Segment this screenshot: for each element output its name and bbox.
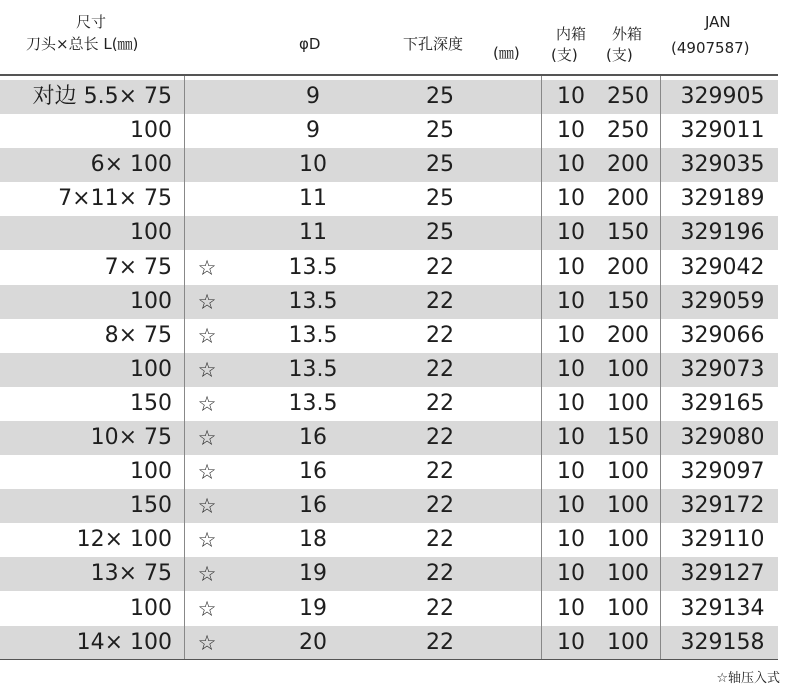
phi-cell: 20 xyxy=(299,629,327,655)
size-cell: 100 xyxy=(130,459,172,485)
size-cell: 6× 100 xyxy=(90,152,172,178)
jan-cell: 329905 xyxy=(680,84,765,109)
jan-cell: 329172 xyxy=(680,493,765,519)
press-fit-star: ☆ xyxy=(197,255,217,280)
outer-box-cell: 150 xyxy=(607,220,649,246)
inner-box-cell: 10 xyxy=(557,152,585,178)
size-cell: 对边 5.5× 75 xyxy=(32,84,172,109)
size-cell: 7×11× 75 xyxy=(58,186,172,212)
phi-cell: 13.5 xyxy=(288,322,338,348)
inner-box-cell: 10 xyxy=(557,595,585,621)
outer-box-cell: 200 xyxy=(607,186,649,212)
depth-cell: 22 xyxy=(426,493,454,519)
table-row xyxy=(0,523,778,557)
depth-cell: 25 xyxy=(426,186,454,212)
outer-box-cell: 100 xyxy=(607,459,649,485)
table-row xyxy=(0,387,778,421)
size-cell: 100 xyxy=(130,288,172,314)
jan-cell: 329080 xyxy=(680,425,765,450)
inner-box-cell: 10 xyxy=(557,527,585,553)
outer-box-cell: 100 xyxy=(607,527,649,553)
table-row xyxy=(0,421,778,455)
jan-cell: 329134 xyxy=(680,595,765,621)
press-fit-star: ☆ xyxy=(197,460,217,485)
inner-box-cell: 10 xyxy=(557,425,585,450)
jan-cell: 329035 xyxy=(680,152,765,178)
jan-cell: 329110 xyxy=(680,527,765,553)
phi-cell: 9 xyxy=(306,118,320,144)
phi-cell: 11 xyxy=(299,220,327,246)
depth-cell: 25 xyxy=(426,220,454,246)
phi-cell: 16 xyxy=(299,425,327,450)
header-inner-title: 内箱 xyxy=(556,25,587,43)
header-inner-unit: (支) xyxy=(551,46,578,64)
size-cell: 10× 75 xyxy=(90,425,172,450)
table-row xyxy=(0,80,778,114)
table-row xyxy=(0,455,778,489)
outer-box-cell: 150 xyxy=(607,288,649,314)
depth-cell: 22 xyxy=(426,288,454,314)
press-fit-star: ☆ xyxy=(197,630,217,655)
inner-box-cell: 10 xyxy=(557,322,585,348)
jan-cell: 329066 xyxy=(680,322,765,348)
depth-cell: 22 xyxy=(426,390,454,416)
size-cell: 100 xyxy=(130,356,172,382)
inner-box-cell: 10 xyxy=(557,118,585,144)
jan-cell: 329189 xyxy=(680,186,765,212)
inner-box-cell: 10 xyxy=(557,288,585,314)
column-divider-size xyxy=(184,76,185,659)
size-cell: 100 xyxy=(130,220,172,246)
phi-cell: 16 xyxy=(299,493,327,519)
footnote: ☆轴压入式 xyxy=(716,671,780,686)
phi-cell: 16 xyxy=(299,459,327,485)
press-fit-star: ☆ xyxy=(197,289,217,314)
press-fit-star: ☆ xyxy=(197,528,217,553)
press-fit-star xyxy=(192,114,222,148)
depth-cell: 25 xyxy=(426,84,454,109)
outer-box-cell: 100 xyxy=(607,390,649,416)
table-row xyxy=(0,353,778,387)
depth-cell: 22 xyxy=(426,356,454,382)
header-divider xyxy=(0,74,778,76)
depth-cell: 22 xyxy=(426,425,454,450)
table-row xyxy=(0,489,778,523)
size-cell: 150 xyxy=(130,390,172,416)
inner-box-cell: 10 xyxy=(557,186,585,212)
phi-cell: 9 xyxy=(306,84,320,109)
depth-cell: 22 xyxy=(426,595,454,621)
outer-box-cell: 150 xyxy=(607,425,649,450)
press-fit-star xyxy=(192,182,222,216)
depth-cell: 22 xyxy=(426,561,454,587)
outer-box-cell: 250 xyxy=(607,118,649,144)
depth-cell: 22 xyxy=(426,459,454,485)
outer-box-cell: 100 xyxy=(607,629,649,655)
column-divider-outer xyxy=(660,76,661,659)
outer-box-cell: 100 xyxy=(607,595,649,621)
inner-box-cell: 10 xyxy=(557,220,585,246)
jan-cell: 329011 xyxy=(680,118,765,144)
phi-cell: 13.5 xyxy=(288,254,338,280)
size-cell: 12× 100 xyxy=(76,527,172,553)
phi-cell: 18 xyxy=(299,527,327,553)
outer-box-cell: 200 xyxy=(607,322,649,348)
outer-box-cell: 250 xyxy=(607,84,649,109)
inner-box-cell: 10 xyxy=(557,561,585,587)
size-cell: 13× 75 xyxy=(90,561,172,587)
table-row xyxy=(0,592,778,626)
table-row xyxy=(0,216,778,250)
inner-box-cell: 10 xyxy=(557,459,585,485)
depth-cell: 22 xyxy=(426,629,454,655)
table-row xyxy=(0,626,778,660)
inner-box-cell: 10 xyxy=(557,629,585,655)
table-row xyxy=(0,319,778,353)
depth-cell: 25 xyxy=(426,152,454,178)
phi-cell: 19 xyxy=(299,561,327,587)
table-row xyxy=(0,148,778,182)
inner-box-cell: 10 xyxy=(557,254,585,280)
outer-box-cell: 200 xyxy=(607,152,649,178)
phi-cell: 13.5 xyxy=(288,288,338,314)
jan-cell: 329042 xyxy=(680,254,765,280)
phi-cell: 13.5 xyxy=(288,390,338,416)
press-fit-star xyxy=(192,80,222,114)
jan-cell: 329073 xyxy=(680,356,765,382)
table-row xyxy=(0,182,778,216)
outer-box-cell: 200 xyxy=(607,254,649,280)
depth-cell: 25 xyxy=(426,118,454,144)
header-outer-title: 外箱 xyxy=(612,25,643,43)
table-row xyxy=(0,251,778,285)
header-size-sub: 刀头×总长 L(㎜) xyxy=(26,35,139,53)
size-cell: 7× 75 xyxy=(104,254,172,280)
press-fit-star xyxy=(192,216,222,250)
header-size-title: 尺寸 xyxy=(76,13,107,31)
press-fit-star: ☆ xyxy=(197,494,217,519)
outer-box-cell: 100 xyxy=(607,356,649,382)
column-divider-depth xyxy=(541,76,542,659)
depth-cell: 22 xyxy=(426,322,454,348)
table-row xyxy=(0,114,778,148)
press-fit-star: ☆ xyxy=(197,323,217,348)
jan-cell: 329059 xyxy=(680,288,765,314)
inner-box-cell: 10 xyxy=(557,356,585,382)
depth-cell: 22 xyxy=(426,254,454,280)
phi-cell: 13.5 xyxy=(288,356,338,382)
jan-cell: 329165 xyxy=(680,390,765,416)
header-outer-unit: (支) xyxy=(606,46,633,64)
size-cell: 14× 100 xyxy=(76,629,172,655)
press-fit-star: ☆ xyxy=(197,426,217,450)
header-jan-title: JAN xyxy=(705,13,731,31)
jan-cell: 329196 xyxy=(680,220,765,246)
table-row xyxy=(0,557,778,591)
press-fit-star: ☆ xyxy=(197,391,217,416)
press-fit-star xyxy=(192,148,222,182)
size-cell: 150 xyxy=(130,493,172,519)
phi-cell: 11 xyxy=(299,186,327,212)
jan-cell: 329097 xyxy=(680,459,765,485)
size-cell: 100 xyxy=(130,118,172,144)
inner-box-cell: 10 xyxy=(557,84,585,109)
press-fit-star: ☆ xyxy=(197,562,217,587)
table-bottom-border xyxy=(0,659,778,660)
table-row xyxy=(0,285,778,319)
phi-cell: 19 xyxy=(299,595,327,621)
header-jan-code: (4907587) xyxy=(671,39,750,57)
header-depth: 下孔深度 xyxy=(403,35,464,53)
jan-cell: 329158 xyxy=(680,629,765,655)
header-phi: φD xyxy=(299,35,321,53)
jan-cell: 329127 xyxy=(680,561,765,587)
outer-box-cell: 100 xyxy=(607,561,649,587)
size-cell: 8× 75 xyxy=(104,322,172,348)
inner-box-cell: 10 xyxy=(557,493,585,519)
size-cell: 100 xyxy=(130,595,172,621)
outer-box-cell: 100 xyxy=(607,493,649,519)
depth-cell: 22 xyxy=(426,527,454,553)
phi-cell: 10 xyxy=(299,152,327,178)
press-fit-star: ☆ xyxy=(197,357,217,382)
header-depth-unit: (㎜) xyxy=(493,44,520,62)
inner-box-cell: 10 xyxy=(557,390,585,416)
press-fit-star: ☆ xyxy=(197,596,217,621)
